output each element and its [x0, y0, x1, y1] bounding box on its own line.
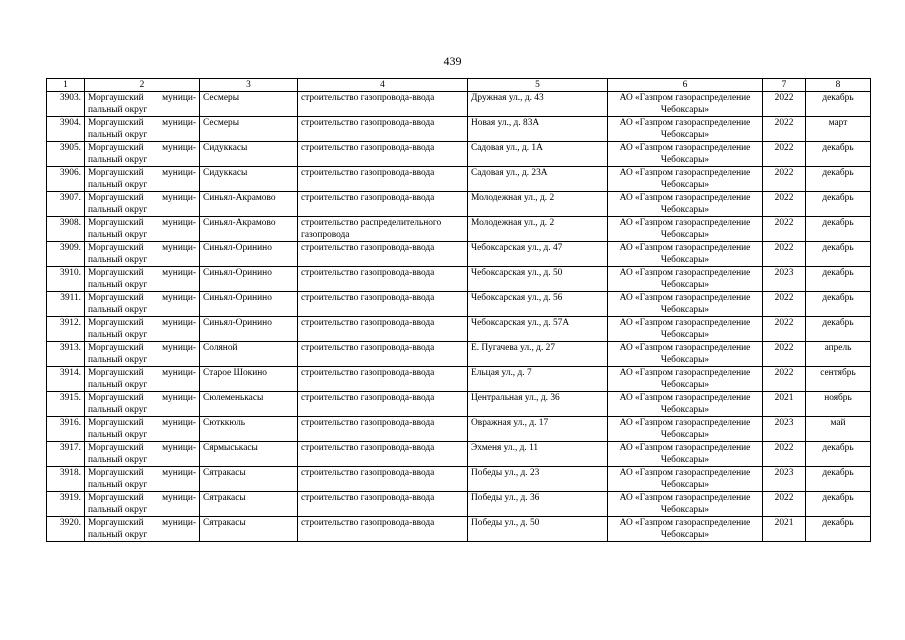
organization-cell: АО «Газпром газораспределение Чебоксары»	[608, 117, 763, 142]
address-cell: Садовая ул., д. 23А	[468, 167, 608, 192]
organization-cell: АО «Газпром газораспределение Чебоксары»	[608, 92, 763, 117]
address-cell: Овражная ул., д. 17	[468, 417, 608, 442]
organization-cell: АО «Газпром газораспределение Чебоксары»	[608, 342, 763, 367]
organization-cell: АО «Газпром газораспределение Чебоксары»	[608, 217, 763, 242]
month-cell: март	[806, 117, 871, 142]
row-number: 3914.	[47, 367, 85, 392]
district-cell: Моргаушский муници-пальный округ	[85, 217, 200, 242]
row-number: 3919.	[47, 492, 85, 517]
work-type-cell: строительство газопровода-ввода	[298, 117, 468, 142]
table-row	[47, 117, 871, 142]
district-cell: Моргаушский муници-пальный округ	[85, 142, 200, 167]
table-row	[47, 492, 871, 517]
row-number: 3916.	[47, 417, 85, 442]
organization-cell: АО «Газпром газораспределение Чебоксары»	[608, 392, 763, 417]
column-header: 6	[608, 79, 763, 92]
year-cell: 2022	[763, 117, 806, 142]
address-cell: Садовая ул., д. 1А	[468, 142, 608, 167]
month-cell: декабрь	[806, 442, 871, 467]
row-number: 3905.	[47, 142, 85, 167]
address-cell: Победы ул., д. 50	[468, 517, 608, 542]
work-type-cell: строительство газопровода-ввода	[298, 517, 468, 542]
row-number: 3910.	[47, 267, 85, 292]
organization-cell: АО «Газпром газораспределение Чебоксары»	[608, 442, 763, 467]
work-type-cell: строительство газопровода-ввода	[298, 342, 468, 367]
table-row	[47, 417, 871, 442]
settlement-cell: Синьял-Акрамово	[200, 217, 298, 242]
table-row	[47, 467, 871, 492]
district-cell: Моргаушский муници-пальный округ	[85, 467, 200, 492]
work-type-cell: строительство газопровода-ввода	[298, 142, 468, 167]
district-cell: Моргаушский муници-пальный округ	[85, 342, 200, 367]
year-cell: 2023	[763, 267, 806, 292]
address-cell: Новая ул., д. 83А	[468, 117, 608, 142]
work-type-cell: строительство газопровода-ввода	[298, 392, 468, 417]
district-cell: Моргаушский муници-пальный округ	[85, 92, 200, 117]
organization-cell: АО «Газпром газораспределение Чебоксары»	[608, 192, 763, 217]
row-number: 3908.	[47, 217, 85, 242]
table-row	[47, 92, 871, 117]
month-cell: апрель	[806, 342, 871, 367]
settlement-cell: Старое Шокино	[200, 367, 298, 392]
header-row	[47, 79, 871, 92]
address-cell: Чебоксарская ул., д. 57А	[468, 317, 608, 342]
year-cell: 2022	[763, 342, 806, 367]
table-row	[47, 192, 871, 217]
settlement-cell: Сятракасы	[200, 517, 298, 542]
address-cell: Чебоксарская ул., д. 50	[468, 267, 608, 292]
table-row	[47, 142, 871, 167]
settlement-cell: Синьял-Оринино	[200, 317, 298, 342]
year-cell: 2022	[763, 192, 806, 217]
work-type-cell: строительство газопровода-ввода	[298, 242, 468, 267]
district-cell: Моргаушский муници-пальный округ	[85, 267, 200, 292]
organization-cell: АО «Газпром газораспределение Чебоксары»	[608, 267, 763, 292]
row-number: 3903.	[47, 92, 85, 117]
organization-cell: АО «Газпром газораспределение Чебоксары»	[608, 367, 763, 392]
organization-cell: АО «Газпром газораспределение Чебоксары»	[608, 142, 763, 167]
year-cell: 2022	[763, 367, 806, 392]
row-number: 3906.	[47, 167, 85, 192]
settlement-cell: Сидуккасы	[200, 142, 298, 167]
settlement-cell: Сидуккасы	[200, 167, 298, 192]
settlement-cell: Сюлеменькасы	[200, 392, 298, 417]
settlement-cell: Сятракасы	[200, 467, 298, 492]
organization-cell: АО «Газпром газораспределение Чебоксары»	[608, 317, 763, 342]
district-cell: Моргаушский муници-пальный округ	[85, 392, 200, 417]
work-type-cell: строительство газопровода-ввода	[298, 442, 468, 467]
year-cell: 2023	[763, 417, 806, 442]
work-type-cell: строительство газопровода-ввода	[298, 192, 468, 217]
month-cell: декабрь	[806, 142, 871, 167]
organization-cell: АО «Газпром газораспределение Чебоксары»	[608, 417, 763, 442]
address-cell: Эхменя ул., д. 11	[468, 442, 608, 467]
month-cell: май	[806, 417, 871, 442]
row-number: 3915.	[47, 392, 85, 417]
table-row	[47, 317, 871, 342]
table-row	[47, 217, 871, 242]
month-cell: декабрь	[806, 242, 871, 267]
column-header: 2	[85, 79, 200, 92]
work-type-cell: строительство газопровода-ввода	[298, 317, 468, 342]
row-number: 3912.	[47, 317, 85, 342]
settlement-cell: Синьял-Оринино	[200, 267, 298, 292]
month-cell: ноябрь	[806, 392, 871, 417]
month-cell: декабрь	[806, 167, 871, 192]
year-cell: 2022	[763, 167, 806, 192]
address-cell: Победы ул., д. 23	[468, 467, 608, 492]
page-number: 439	[443, 54, 462, 68]
settlement-cell: Синьял-Акрамово	[200, 192, 298, 217]
column-header: 5	[468, 79, 608, 92]
year-cell: 2022	[763, 142, 806, 167]
district-cell: Моргаушский муници-пальный округ	[85, 117, 200, 142]
table-row	[47, 442, 871, 467]
year-cell: 2021	[763, 392, 806, 417]
data-table	[46, 78, 871, 542]
row-number: 3904.	[47, 117, 85, 142]
address-cell: Молодежная ул., д. 2	[468, 217, 608, 242]
settlement-cell: Сятракасы	[200, 492, 298, 517]
settlement-cell: Сярмыськасы	[200, 442, 298, 467]
work-type-cell: строительство газопровода-ввода	[298, 267, 468, 292]
column-header: 7	[763, 79, 806, 92]
column-header: 8	[806, 79, 871, 92]
row-number: 3917.	[47, 442, 85, 467]
work-type-cell: строительство газопровода-ввода	[298, 167, 468, 192]
column-header: 1	[47, 79, 85, 92]
row-number: 3911.	[47, 292, 85, 317]
column-header: 3	[200, 79, 298, 92]
work-type-cell: строительство газопровода-ввода	[298, 292, 468, 317]
settlement-cell: Сесмеры	[200, 117, 298, 142]
year-cell: 2021	[763, 517, 806, 542]
organization-cell: АО «Газпром газораспределение Чебоксары»	[608, 517, 763, 542]
month-cell: сентябрь	[806, 367, 871, 392]
table-row	[47, 167, 871, 192]
row-number: 3920.	[47, 517, 85, 542]
work-type-cell: строительство газопровода-ввода	[298, 92, 468, 117]
address-cell: Победы ул., д. 36	[468, 492, 608, 517]
settlement-cell: Синьял-Оринино	[200, 242, 298, 267]
table-body	[47, 92, 871, 542]
table-row	[47, 517, 871, 542]
row-number: 3918.	[47, 467, 85, 492]
address-cell: Ельцая ул., д. 7	[468, 367, 608, 392]
year-cell: 2022	[763, 292, 806, 317]
year-cell: 2022	[763, 242, 806, 267]
work-type-cell: строительство распределительного газопровода	[298, 217, 468, 242]
row-number: 3913.	[47, 342, 85, 367]
district-cell: Моргаушский муници-пальный округ	[85, 317, 200, 342]
month-cell: декабрь	[806, 267, 871, 292]
year-cell: 2022	[763, 317, 806, 342]
table-row	[47, 242, 871, 267]
organization-cell: АО «Газпром газораспределение Чебоксары»	[608, 167, 763, 192]
row-number: 3907.	[47, 192, 85, 217]
district-cell: Моргаушский муници-пальный округ	[85, 167, 200, 192]
year-cell: 2023	[763, 467, 806, 492]
settlement-cell: Сесмеры	[200, 92, 298, 117]
district-cell: Моргаушский муници-пальный округ	[85, 292, 200, 317]
district-cell: Моргаушский муници-пальный округ	[85, 517, 200, 542]
month-cell: декабрь	[806, 467, 871, 492]
district-cell: Моргаушский муници-пальный округ	[85, 367, 200, 392]
month-cell: декабрь	[806, 317, 871, 342]
organization-cell: АО «Газпром газораспределение Чебоксары»	[608, 492, 763, 517]
organization-cell: АО «Газпром газораспределение Чебоксары»	[608, 292, 763, 317]
district-cell: Моргаушский муници-пальный округ	[85, 192, 200, 217]
month-cell: декабрь	[806, 517, 871, 542]
address-cell: Чебоксарская ул., д. 47	[468, 242, 608, 267]
column-header: 4	[298, 79, 468, 92]
organization-cell: АО «Газпром газораспределение Чебоксары»	[608, 467, 763, 492]
address-cell: Дружная ул., д. 43	[468, 92, 608, 117]
month-cell: декабрь	[806, 292, 871, 317]
address-cell: Е. Пугачева ул., д. 27	[468, 342, 608, 367]
table-row	[47, 392, 871, 417]
table-row	[47, 367, 871, 392]
settlement-cell: Синьял-Оринино	[200, 292, 298, 317]
month-cell: декабрь	[806, 217, 871, 242]
month-cell: декабрь	[806, 92, 871, 117]
settlement-cell: Сютккюль	[200, 417, 298, 442]
row-number: 3909.	[47, 242, 85, 267]
address-cell: Чебоксарская ул., д. 56	[468, 292, 608, 317]
address-cell: Молодежная ул., д. 2	[468, 192, 608, 217]
address-cell: Центральная ул., д. 36	[468, 392, 608, 417]
year-cell: 2022	[763, 92, 806, 117]
year-cell: 2022	[763, 442, 806, 467]
work-type-cell: строительство газопровода-ввода	[298, 417, 468, 442]
district-cell: Моргаушский муници-пальный округ	[85, 442, 200, 467]
table-row	[47, 267, 871, 292]
work-type-cell: строительство газопровода-ввода	[298, 467, 468, 492]
year-cell: 2022	[763, 217, 806, 242]
settlement-cell: Соляной	[200, 342, 298, 367]
district-cell: Моргаушский муници-пальный округ	[85, 417, 200, 442]
year-cell: 2022	[763, 492, 806, 517]
work-type-cell: строительство газопровода-ввода	[298, 492, 468, 517]
organization-cell: АО «Газпром газораспределение Чебоксары»	[608, 242, 763, 267]
month-cell: декабрь	[806, 492, 871, 517]
table-row	[47, 292, 871, 317]
month-cell: декабрь	[806, 192, 871, 217]
table-row	[47, 342, 871, 367]
district-cell: Моргаушский муници-пальный округ	[85, 492, 200, 517]
district-cell: Моргаушский муници-пальный округ	[85, 242, 200, 267]
work-type-cell: строительство газопровода-ввода	[298, 367, 468, 392]
